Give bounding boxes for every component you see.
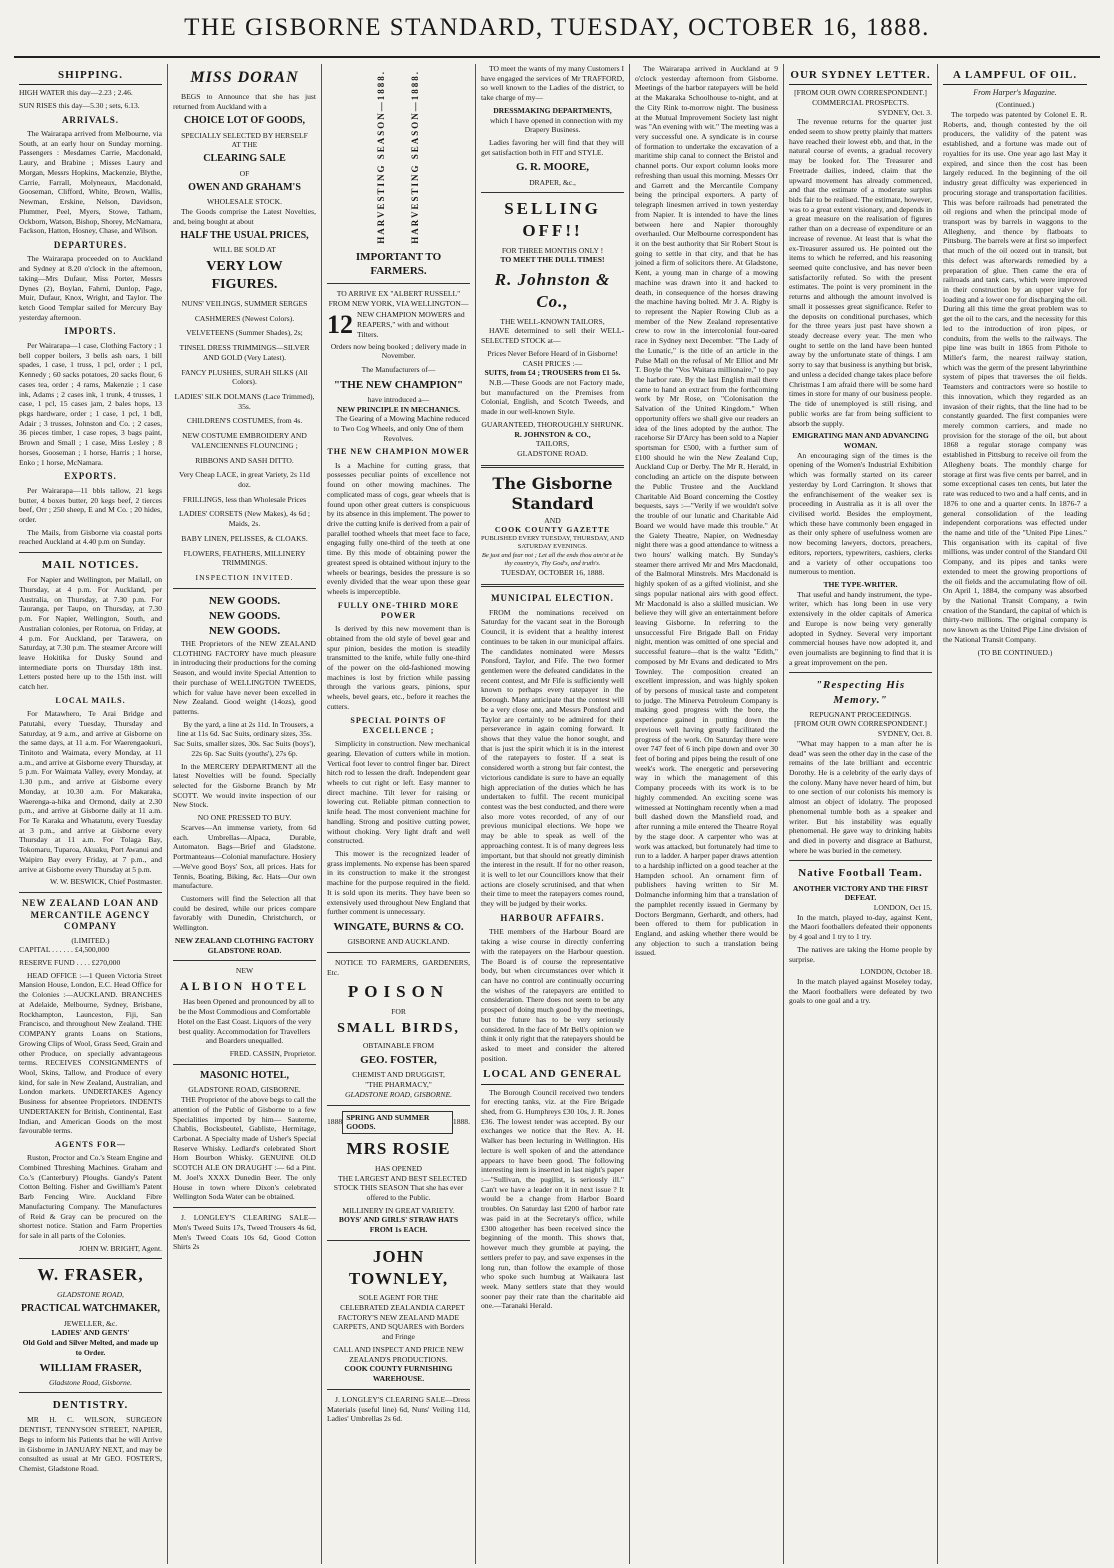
selling-sub: FOR THREE MONTHS ONLY ! (501, 245, 604, 255)
champion-heading: "THE NEW CHAMPION" (333, 378, 464, 391)
divider (327, 283, 470, 284)
football-text-1: In the match, played to-day, against Kent, the Maori footballers defeated their opponents by 4 goal and 1 try to 1 try. (789, 912, 932, 942)
divider (789, 860, 932, 861)
rosie-year-1: 1888 (327, 1117, 343, 1127)
rosie-text: THE LARGEST AND BEST SELECTED STOCK THIS SEASON That she has ever offered to the Public. (333, 1173, 467, 1202)
nzlmac-subheading: (LIMITED.) (71, 935, 110, 945)
moore-signature: G. R. MOORE, (515, 161, 590, 174)
moore-ladies: Ladies favoring her will find that they will get satisfaction both in FIT and STYLE. (481, 138, 624, 157)
doran-item: Very Cheap LACE, in great Variety, 2s 11d doz. (179, 470, 310, 489)
longley-advert: J. LONGLEY'S CLEARING SALE—Dress Materials (useful line) 6d, Nuns' Veiling 11d, Ladies' Umbrellas 2s 6d. (327, 1394, 470, 1424)
doran-item: CHILDREN'S COSTUMES, from 4s. (186, 416, 303, 426)
moore-dress: DRESSMAKING DEPARTMENTS, (493, 105, 612, 115)
column-7 (938, 64, 1092, 1564)
poison-foster: GEO. FOSTER, (360, 1054, 437, 1067)
fraser-ladies: LADIES' AND GENTS' (51, 1328, 130, 1338)
divider (173, 1207, 316, 1208)
doran-item: FANCY PLUSHES, SURAH SILKS (All Colors). (181, 367, 308, 387)
lamp-text: The torpedo was patented by Colonel E. R. Roberts, and, though contested by the oil producers, the validity of the patent was established, and a fortune was made out of royalties for its use. One year ago last May it expired, and since then the cost has been largely reduced. In the beginning of the oil industry great difficulty was experienced in procuring storage and transportation facilities. This was before railroads had penetrated the oil regions and when the principal mode of transport was by barrels in waggons to the Allegheny, and thence by flatboats to Pittsburg. The barrels were at first so imperfect that much of the oil oozed out in transit, but this defect was afterwards remedied by a preparation of glue. Then came the era of railroads and tank cars, which were improved in their construction by an upper valve for loading and a lower one for discharging the oil. During all this time the great problem was to get the oil to the cars, and the necessity for this led to the introduction of iron pipes, or conduits, from the wells to the railways. The pipe line was built in 1865 from Pithole to Miller's farm, the nearest railway station, which was the germ of the present labyrinthine system of pipes that traverses the oil fields. Teamsters and contractors were so hostile to this innovation, which they regarded as an invasion of their rights, that the line had to be constantly guarded. The first companies were merely common carriers, and made no provision for the storage of the oil, but about 1868 a regular storage company was established in Pittsburg to receive oil from the Allegheny boats. The monthly charge for storage at first was five cents per barrel, and in some exceptional cases ten cents, but later the rate was reduced to two and a half cents, and in 1876 to one and a quarter cents. In 1876-7 a general consolidation of the leading independent corporations was effected under the name and title of the "United Pipe Lines." This organisation with its capital of five millions, was under control of the Standard Oil Company, and its pipes and tanks were extended to meet the growing proportions of the oil fields and the accumulating flow of oil. On April 1, 1884, the company was absorbed by the National Transit Company, a twin creation of the Standard, the capital of which is thirty-two millions. The original company is now known as the United Pipe Line division of the National Transit Company. (943, 110, 1088, 644)
football-date-1: LONDON, Oct 15. (873, 902, 932, 912)
divider (327, 1240, 470, 1241)
doran-at: AT THE (231, 140, 258, 150)
standard-heading: The Gisborne Standard (492, 473, 613, 514)
russell-line: TO ARRIVE EX "ALBERT RUSSELL" FROM NEW YORK, VIA WELLINGTON— (328, 288, 469, 308)
arrivals-heading: ARRIVALS. (61, 114, 120, 125)
municipal-text: FROM the nominations received on Saturday for the vacant seat in the Borough Council, it is evident that a healthy interest continues to be taken in our municipal affairs. The candidates nominated were Messrs Ponsford, Taylor, and Fife. The two former gentlemen were the defeated candidates in the recent contest, and Mr Fife is sufficiently well known to perhaps every ratepayer in the Borough. Many anticipate that the contest will be a very close one, and Messrs Ponsford and Taylor are certainly to be admired for their perseverance in again coming forward. It shows that they value the honor sought, and that is just the spirit which it is in the interest of the ratepayers to foster. If a seat is considered worth a strong but fair contest, the victorious candidate is sure to have an equally high appreciation of the duties which he has undertaken to fulfil. The recent municipal contest was the best conducted, and there were also more votes recorded, of any of our previous municipal elections. We hope we may be able to speak as well of the approaching contest. It is of many degrees less important, but that should not greatly diminish the interest in the result. If for no other reason, it is well to let our Councillors know that their actions are closely scrutinised, and that when their time to meet the ratepayers comes round, they will be judged by their works. (481, 607, 624, 909)
johnston-signature: R. JOHNSTON & CO., (514, 429, 591, 439)
special-list: Simplicity in construction. New mechanical gearing. Elevation of cutters while in motion. Vertical foot lever to control finger bar. Direct hitch rod to lessen the draft. Independent gear wheels to cut right or left. Easy manner to direct machine. Tilt lever for raising or lowering cut. Reliable pitman connection to knife head. The most convenient machine for handling. Strong and positive cutting power, without choking. Very light draft and well constructed. (327, 739, 470, 846)
principle-heading: NEW PRINCIPLE IN MECHANICS. (336, 404, 461, 414)
wingate-heading: WINGATE, BURNS & CO. (333, 921, 464, 934)
agents-heading: AGENTS FOR— (55, 1139, 126, 1149)
doran-sale: CLEARING SALE (203, 153, 286, 165)
mower-note: This mower is the recognized leader of grass implements. No expense has been spared in its construction to make it the strongest machine for the purpose required in the field. It is sold upon its merits. They have been so extensively used throughout New England that further comment is unnecessary. (327, 849, 470, 917)
doran-wholesale: WHOLESALE STOCK. (207, 197, 282, 207)
agents-text: Ruston, Proctor and Co.'s Steam Engine and Combined Threshing Machines. Graham and Co.'s (Canterbury) Ploughs. Gandy's Patent Cotton Belting. Fisher and Gwilliam's Patent Barb Fencing Wire. Auckland Fibre Manufacturing Company. The Manufactures of Reid & Gray can be procured on the shortest notice. Station and Farm Properties for sale in all parts of the Colonies. (19, 1153, 162, 1240)
municipal-heading: MUNICIPAL ELECTION. (491, 593, 614, 604)
poison-birds: SMALL BIRDS, (337, 1020, 460, 1036)
poison-obtain: OBTAINABLE FROM (362, 1040, 435, 1050)
masthead (14, 0, 1100, 58)
emigrating-text: An encouraging sign of the times is the opening of the Women's Industrial Exhibition which was formally started on its career yesterday by Lord Carrington. It shows that the enfranchisement of the weaker sex is proceeding in Australia as it is all over the civilised world. Besides the employment, which these have commonly been engaged in as their only sphere of usefulness women are now becoming lawyers, doctors, preachers, editors, reporters, typewriters, cashiers, clerks and a variety of other occupations too numerous to mention. (789, 450, 932, 577)
football-text-2: The natives are taking the Home people by surprise. (789, 944, 932, 964)
champion-sub: have introduced a— (367, 394, 430, 404)
departures-heading: DEPARTURES. (53, 239, 128, 250)
newgoods-customers: Customers will find the Selection all that could be desired, while our prices compare favorably with Dunedin, Christchurch, or Wellington. (173, 893, 316, 933)
newgoods-list: By the yard, a line at 2s 11d. In Trousers, a line at 11s 6d. Sac Suits, ordinary sizes, 35s. Sac Suits, smaller sizes, 30s. Sac Suits (boys'), 22s 6p. Sac Suits (youths'), 27s 6p. (173, 719, 316, 758)
longley-advert: J. LONGLEY'S CLEARING SALE—Men's Tweed Suits 17s, Tweed Trousers 4s 6d, Men's Tweed Coats 10s 6d, Good Cotton Shirts 2s (173, 1213, 316, 1252)
sydney-letter-date: SYDNEY, Oct. 3. (877, 107, 932, 117)
football-sub: ANOTHER VICTORY AND THE FIRST DEFEAT. (792, 883, 929, 903)
doran-item: BABY LINEN, PELISSES, & CLOAKS. (181, 533, 308, 543)
fuller-text: Is derived by this new movement than is obtained from the old style of bevel gear and spur pinion, besides the motion is steadily transmitted to the knife, while fully one-third of the power on the old-fashioned mowing machines is lost by friction while passing through the various gears, pinions, spur wheels, bevel gears, etc., before it reaches the cutters. (327, 624, 470, 711)
gearing-text: The Gearing of a Mowing Machine reduced to Two Cog Wheels, and only One of them Revolves. (333, 414, 470, 443)
exports-heading: EXPORTS. (64, 471, 117, 482)
column-6 (784, 64, 938, 1564)
mail-heading: MAIL NOTICES. (41, 559, 140, 572)
doran-of: OF (239, 168, 250, 178)
doran-item: RIBBONS AND SASH DITTO. (195, 455, 294, 465)
mower-heading: THE NEW CHAMPION MOWER (327, 447, 470, 457)
standard-and: AND (544, 515, 561, 525)
divider (789, 672, 932, 673)
russell-row (327, 308, 470, 341)
sydney-letter-from: [FROM OUR OWN CORRESPONDENT.] (794, 88, 927, 98)
rosie-year-2: 1888. (452, 1117, 470, 1127)
shipping-heading: SHIPPING. (19, 68, 162, 85)
football-heading: Native Football Team. (798, 867, 923, 880)
rosie-season: SPRING AND SUMMER GOODS. (342, 1111, 453, 1134)
russell-number: 12 (327, 310, 353, 340)
fraser-trade: PRACTICAL WATCHMAKER, (20, 1302, 161, 1314)
doran-item: FLOWERS, FEATHERS, MILLINERY TRIMMINGS. (183, 548, 306, 568)
notice-farmers: NOTICE TO FARMERS, GARDENERS, Etc. (327, 957, 470, 977)
vertical-text-right: HARVESTING SEASON—1888. (409, 70, 420, 244)
dentistry-text: MR H. C. WILSON, SURGEON DENTIST, TENNYSON STREET, NAPIER, Begs to inform his Patients that he will Arrive in Gisborne in JANUARY NEXT, and may be consulted as usual at Mr GEO. FOSTER'S, Chemist, Gladstone Road. (19, 1415, 162, 1473)
masonic-address: GLADSTONE ROAD, GISBORNE. (188, 1085, 301, 1095)
lamp-heading: A LAMPFUL OF OIL. (943, 68, 1087, 85)
nzlmac-heading: NEW ZEALAND LOAN AND MERCANTILE AGENCY COMPANY (21, 898, 160, 932)
memory-sub: REPUGNANT PROCEEDINGS. (809, 709, 912, 719)
newgoods-scarves: Scarves—An immense variety, from 6d each. Umbrellas—Alpaca, Durable, Automaton. Bags—Brief and Gladstone. Portmanteaus—Colonial manufacture. Hosiery—We've good Boys' Sox, all prices. Hats for Tennis, Boating, Biking, &c. Hats—Our own manufacture. (173, 822, 316, 891)
newgoods-firm: NEW ZEALAND CLOTHING FACTORY GLADSTONE ROAD. (174, 935, 315, 955)
local-heading: LOCAL AND GENERAL (481, 1067, 624, 1084)
exports-text: Per Wairarapa—11 bbls tallow, 21 kegs butter, 4 boxes butter, 20 kegs beef, 2 tierces beef, Orr ; 250 sheep, E and M Co. ; 20 hides, order. (19, 485, 162, 525)
doran-heading: MISS DORAN (190, 69, 299, 86)
special-heading: SPECIAL POINTS OF EXCELLENCE ; (350, 715, 447, 735)
divider (327, 1105, 470, 1106)
doran-invite: INSPECTION INVITED. (195, 573, 294, 583)
divider (173, 960, 316, 961)
divider (19, 1392, 162, 1393)
divider (19, 552, 162, 553)
townley-heading: JOHN TOWNLEY, (348, 1246, 449, 1288)
sydney-letter-text: The revenue returns for the quarter just ended seem to show pretty plainly that matters have reached their lowest ebb, and that, in the natural course of events, a gradual recovery may be looked for. The Treasurer and Freetrade dailies, indeed, claim that the upward movement has already commenced, and that the estimate of a moderate surplus bids fair to be realised. The estimate, however, was to a great extent visionary, and depends in a great measure on the realisation of figures rather than on a decrease of expenditure or an increase of revenue. At least that is what the ex-Treasurer assured us. He pointed out the items to which he referred, and his reasoning seemed quite conclusive, and has never been satisfactorily refuted. So with the present estimates. The point is very prominent in the returns and although the amount involved is small it possesses great significance. Refer to the deposits on conditional purchases, which for the three years just past have shown a steady decrease every year. The men who ought to settle on the land have been hunted away by the unfortunate state of things. I am sorry to say that business is anything but brisk, and unless a decided change takes place before Christmas I am afraid there will be some hard times in store for many of our business people. The tide of unemployed is still rising, and public works are far from being sufficient to absorb the supply. (789, 117, 932, 428)
johnston-suits: SUITS, from £4 ; TROUSERS from £1 5s. (484, 368, 621, 378)
column-2 (168, 64, 322, 1564)
doran-firm: OWEN AND GRAHAM'S (188, 181, 301, 193)
standard-published: PUBLISHED EVERY TUESDAY, THURSDAY, AND SATURDAY EVENINGS. (481, 535, 624, 551)
albion-new: NEW (235, 966, 254, 976)
local-mails-heading: LOCAL MAILS. (55, 695, 126, 705)
johnston-prices: Prices Never Before Heard of in Gisborne! (487, 348, 618, 358)
selling-meet: TO MEET THE DULL TIMES! (500, 255, 605, 265)
harbour-text: THE members of the Harbour Board are taking a wise course in directly conferring with the ratepayers on the Harbour question. The Board is of course the representative body, but when circumstances over which it can have no control are continually occurring the wishes of the ratepayers are entitled to consideration. There does not seem to be any prospect of doing much good by the meetings, but the future has to be very seriously considered. In the face of Mr Bell's opinion we think it only right that the ratepayers should be asked to meet and consider the altered position. (481, 927, 624, 1063)
fraser-name: WILLIAM FRASER, (39, 1361, 142, 1374)
doran-items (173, 299, 316, 568)
tide-line: HIGH WATER this day—2.23 ; 2.46. (19, 88, 133, 98)
departures-text: The Wairarapa proceeded on to Auckland and Sydney at 8.20 o'clock in the afternoon, taking—Mrs Dufaur, Miss Porter, Messrs Dynes (2), Boylan, Fahrni, Dunlop, Page, Muir, Dufaur, Knox, Wright, and Taylor. The ketch Good Templar sailed for Mercury Bay yesterday afternoon. (19, 254, 162, 322)
exports-note: The Mails, from Gisborne via coastal ports reached Auckland at 4.40 p.m on Sunday. (19, 527, 162, 547)
townley-call: CALL AND INSPECT AND PRICE NEW ZEALAND'S PRODUCTIONS. (333, 1344, 464, 1364)
doran-item: FRILLINGS, less than Wholesale Prices (182, 494, 307, 504)
football-date-2: LONDON, October 18. (860, 967, 932, 977)
imports-text: Per Wairarapa—1 case, Clothing Factory ; 1 bell copper boilers, 3 bells ash oars, 1 bill spades, 1 case, 1 truss, 1 pcl, order ; 1 pcl, Kennedy ; 60 sacks potatoes, 20 sacks flour, 6 cases tea, order ; 4 rams, Makenzie ; 1 case ink, Adams ; 2 cases ink, 1 trunk, 4 trusses, 1 case, 1 pcl, 15 cases jam, 2 bales hops, 13 pkgs hardware, order ; 1 case, 1 pcl, 1 bdl, Adair ; 3 trusses, Johnston and Co. ; 2 cases, 36 pieces timber, 1 case ropes, 3 bags paint, Brown and Small ; 1 case, Miss Lesley ; 8 horses, Gooseman ; 1 horse, Harris ; 1 horse, Enko ; 1 horse, McNamara. (19, 341, 162, 467)
newgoods-no: NO ONE PRESSED TO BUY. (197, 813, 292, 823)
doran-selected: SPECIALLY SELECTED BY HERSELF (181, 130, 308, 140)
column-3 (322, 64, 476, 1564)
johnston-guarantee: GUARANTEED, THOROUGHLY SHRUNK. (481, 419, 624, 429)
booked-line: Orders now being booked ; delivery made in November. (330, 341, 467, 361)
memory-date: SYDNEY, Oct. 8. (877, 729, 932, 739)
doran-item: NEW COSTUME EMBROIDERY AND VALENCIENNES FLOUNCING ; (182, 431, 307, 450)
memory-text: "What may happen to a man after he is dead" was seen the other day in the case of the remains of the late brilliant and eccentric Dorothy. He is a celebrity of the early days of the colony. Many have never heard of him, but to one section of our colonists his memory is almost an object of idolatry. The proposed phenomenal tumble both as a speaker and writer. But his instability was equally phenomenal. He gave way to drinking habits and died in poverty and disgrace at Bathurst, where he was buried in the cemetery. (789, 738, 932, 855)
divider (19, 1258, 162, 1259)
divider (327, 1389, 470, 1390)
divider (173, 1064, 316, 1065)
johnston-sub: THE WELL-KNOWN TAILORS, (500, 316, 605, 326)
newgoods-3: NEW GOODS. (208, 624, 281, 637)
fraser-jeweller: JEWELLER, &c. (63, 1318, 118, 1328)
masonic-text: THE Proprietor of the above begs to call the attention of the Public of Gisborne to a few Specialities imported by him— Sauterne, Chablis, Bocksbeutel, Gabliste, Hermitage, Carbonat. A Specialty made of Usher's Special Reserve Whisky. Ledlard's celebrated Short Horn Bourbon Whisky. GENUINE OLD SCOTCH ALE ON DRAUGHT :— 6d a Pint. M. Joel's XXXX Dunedin Beer. The only House in town where Dixon's celebrated Wellington Soda Water can be obtained. (173, 1095, 316, 1202)
lamp-continued: (Continued.) (995, 100, 1035, 110)
harvesting-banner (327, 70, 470, 244)
doran-item: LADIES' CORSETS (New Makes), 4s 6d ; Maids, 2s. (178, 509, 311, 529)
doran-item: VELVETEENS (Summer Shades), 2s; (186, 328, 303, 338)
johnston-text: HAVE determined to sell their WELL-SELECTED STOCK at— (481, 326, 624, 346)
nzlmac-reserve: RESERVE FUND . . . . £270,000 (19, 958, 121, 968)
memory-from: [FROM OUR OWN CORRESPONDENT.] (794, 719, 927, 729)
standard-sub: COOK COUNTY GAZETTE (494, 525, 611, 535)
rosie-heading: MRS ROSIE (346, 1139, 451, 1159)
harbour-heading: HARBOUR AFFAIRS. (500, 912, 605, 923)
johnston-address: GLADSTONE ROAD. (517, 449, 588, 459)
albion-signature: FRED. CASSIN, Proprietor. (229, 1048, 316, 1058)
divider (481, 584, 624, 587)
newgoods-1: NEW GOODS. (208, 594, 281, 607)
rosie-season-row (327, 1111, 470, 1134)
doran-item: TINSEL DRESS TRIMMINGS—SILVER AND GOLD (Very Latest). (179, 343, 310, 362)
memory-heading: "Respecting His Memory." (815, 679, 906, 706)
doran-low: VERY LOW FIGURES. (206, 259, 283, 293)
newgoods-text: THE Proprietors of the NEW ZEALAND CLOTHING FACTORY have much pleasure in introducing their productions for the coming Season, and would invite Special Attention to their purchase of WELLINGTON TWEEDS, which for value have never been excelled in New Zealand. Good weight (14ozs), good patterns. (173, 638, 316, 717)
doran-item: LADIES' SILK DOLMANS (Lace Trimmed), 35s. (174, 391, 315, 411)
farmers-heading: IMPORTANT TO FARMERS. (355, 250, 442, 277)
fraser-address-2: Gladstone Road, Gisborne. (48, 1377, 133, 1387)
rosie-hats: BOYS' AND GIRLS' STRAW HATS FROM 1s EACH. (338, 1215, 459, 1235)
standard-date: TUESDAY, OCTOBER 16, 1888. (500, 568, 605, 578)
column-5 (630, 64, 784, 1564)
local-news-text: The Wairarapa arrived in Auckland at 9 o'clock yesterday afternoon from Gisborne. Meetings of the harbor ratepayers will be held at the Makaraka Schoolhouse to-night, and at the City Rink to-morrow night. The business at the Mutual Improvement Society last night was "An evening with wit." The meeting was a very successful one. A syndicate is in course of formation to undertake the excavation of a maritime ship canal to connect the Bristol and channel ports. Our export column looks more refreshing than usual this morning. Messrs Orr and Garrett and the Mercantile Company being the principal exporters. A party of telegraph linesmen arrived in town yesterday from Napier. It is intended to have the lines between here and Napier thoroughly overhauled. Our Melbourne correspondent has it on the best authority that Sir Robert Stout is going to settle in that city, and that he has joined a firm of solicitors there. At Gladstone, Kent, a young man in charge of a mowing machine was drawn into it and hacked to death, in consequence of the horses drawing the machine having bolted. Mr J. A. Rigby is to represent the Napier Rowing Club as a member of the New Zealand representative crew to row in the intercolonial four-oared race in Sydney next December. "The Lady of the Lunatic," is the title of an article in the Pulse Mall on the refusal of Mr Elliot and Mr T. Boyle the "Vos Waitara millionaire," to pay the harbor rate. By the last English mail there came to hand an extract from the forthcoming work by Mr Rose, on "Colonisation the Salvation of the United Kingdom." When opportunity offers we shall give our readers an idea of the lines adopted by the author. The racehorse Sir D'Arcy has been sold to a Napier sportsman for £500, with a further sum of £100 should he win the New Zealand Cup, Auckland Cup or Derby. The Mr R. Herald, in concluding an article on the dispute between the Public Trustee and the Auckland Charitable Aid Board concerning the Costley bequests, says :—"Verily if we wouldn't solve the trouble of our lunatic and Charitable Aid Board we would have made this trouble." At the Gaiety Theatre, Napier, on Wednesday night there was a good attendance to witness a two hours' walking match. By Sunday's steamer there arrived Mr and Mrs Macdonald, of the Balmoral Minstrels. Mrs Macdonald is highly spoken of as a gifted violinist, and she sings popular national airs with good effect. Mr Macdonald is also a skilled musician. We believe they will give an entertainment before leaving Gisborne. In referring to the unsuccessful Fire Brigade Ball on Friday night, mention was omitted of one special and successful feature—that is the waltz "Edith," composed by Mr Evans and dedicated to Mrs Townley. The composition created an excellent impression, and was highly spoken of by persons of musical taste and competent to judge. The Minerva Petroleum Company is making good progress with the bore, the experience gained in putting down the previous well having greatly facilitated the progress of the work. On Saturday there were over 747 feet of 6 inch pipe down and over 30 feet of boring and pipes being the result of one week's work. The energetic and persevering way in which the management of this Company proceeds with its work is to be highly commended. An exciting scene was witnessed at Nottingham recently when a mad bull dashed down the Mansfield road, and after running a mile entered the Theatre Royal by the stage door. A carpenter who was at work was attacked, but fortunately had time to run to a ladder. A harper paper draws attention to a hardship inflicted on a good teacher at the Hampden school. An ornament firm of publishers having written to Sir M. Dolmanche informing him that a translation of the pamphlet recently issued in Germany by Doctors Bergmann, Gerhardt, and others, had been offered to them for publication in England, and asking whether there would be any objection to such a translation being issued. (635, 64, 778, 958)
townley-text: CELEBRATED ZEALANDIA CARPET FACTORY'S NEW ZEALAND MADE CARPETS, AND SQUARES with Borders and Fringe (332, 1303, 465, 1342)
doran-intro: BEGS to Announce that she has just returned from Auckland with a (173, 92, 316, 112)
townley-cook: COOK COUNTY FURNISHING WAREHOUSE. (344, 1364, 453, 1384)
lamp-end: (TO BE CONTINUED.) (977, 647, 1053, 657)
local-text: The Borough Council received two tenders for erecting tanks, viz. at the Fire Brigade shed, from G. Humphreys £30 10s, J. R. Jones £36. The lowest tender was accepted. By our exchanges we notice that the Rev. A. H. Walker has been lecturing in Wellington. His lecture is well spoken of and the attendance appears to have been good. The following interesting item is inserted in last night's paper :—"Sullivan, the pugilist, is seriously ill." Can't we have a leader on it in next issue ? It would be a change from Harbor Board troubles. On Saturday last £200 of harbor rate was paid in at the Secretary's office, while £300 altogether has been received since the beginning of the month. This shows that, however much they grumble at paying, the settlers prefer to pay, and save expenses in the long run, than follow the example of those who spoke such humbug at Waikaura last week. Many settlers state that they would sooner pay their rate than the charitable aid one.—Taranaki Herald. (481, 1087, 624, 1311)
johnston-tailors: TAILORS, (535, 439, 570, 449)
moore-which: which I have opened in connection with my Drapery Business. (489, 115, 624, 135)
sydney-letter-heading: OUR SYDNEY LETTER. (789, 68, 932, 85)
masonic-heading: MASONIC HOTEL, (200, 1069, 289, 1081)
doran-half: HALF THE USUAL PRICES, (180, 229, 309, 241)
agents-signature: JOHN W. BRIGHT, Agent. (79, 1243, 162, 1253)
poison-for: FOR (391, 1007, 406, 1017)
poison-chemist: CHEMIST AND DRUGGIST, (352, 1070, 445, 1080)
doran-item: NUNS' VEILINGS, SUMMER SERGES (181, 298, 308, 308)
fraser-watches: Old Gold and Silver Melted, and made up to Order. (22, 1338, 159, 1357)
vertical-text-left: HARVESTING SEASON—1888. (375, 70, 386, 244)
divider (173, 588, 316, 589)
manufacturers-intro: The Manufacturers of— (361, 365, 436, 375)
mail-text: For Napier and Wellington, per Mailall, on Thursday, at 4 p.m. For Auckland, per Australia, on Thursday, at 7.30 p.m. For Tauranga, per Taupo, on Thursday, at 7.30 p.m. For Napier, Wellington, South, and Australian colonies, per Rotorua, on Friday, at 4 p.m. For Auckland, per Tarawera, on Saturday, at 7.30 p.m. The steamer Arcore will leave Hokitika for Dusky Sound and intermediate ports on Thursday 18th inst. Letters posted here up to the 15th inst. will catch her. (19, 575, 162, 692)
moore-draper: DRAPER, &c., (529, 177, 576, 187)
poison-pharmacy: "THE PHARMACY," (365, 1080, 432, 1090)
emigrating-heading: EMIGRATING MAN AND ADVANCING WOMAN. (792, 431, 929, 450)
mail-signature: W. W. BESWICK, Chief Postmaster. (50, 877, 162, 887)
albion-heading: ALBION HOTEL (179, 978, 310, 993)
doran-goods: The Goods comprise the Latest Novelties, and, being bought at about (173, 207, 316, 226)
masthead-title: THE GISBORNE STANDARD, TUESDAY, OCTOBER 16, 1888. (184, 14, 930, 41)
moore-text: TO meet the wants of my many Customers I have engaged the services of Mr TRAFFORD, so well known to the Ladies of the district, to take charge of my— (481, 64, 624, 103)
townley-sole: SOLE AGENT FOR THE (358, 1293, 439, 1303)
sydney-letter-sub: COMMERCIAL PROSPECTS. (812, 97, 909, 107)
column-4 (476, 64, 630, 1564)
wingate-sub: GISBORNE AND AUCKLAND. (347, 937, 450, 947)
newgoods-mercery: In the MERCERY DEPARTMENT all the latest Novelties will be found. Specially selected for the Gisborne Branch by Mr SCOTT. We would invite inspection of our New Stock. (173, 761, 316, 810)
lamp-source: From Harper's Magazine. (973, 88, 1057, 98)
fraser-heading: W. FRASER, (37, 1265, 144, 1285)
poison-heading: POISON (347, 982, 450, 1002)
typewriter-heading: THE TYPE-WRITER. (823, 580, 898, 590)
johnston-cash: CASH PRICES :— (522, 358, 583, 368)
divider (481, 465, 624, 468)
fuller-heading: FULLY ONE-THIRD MORE POWER (337, 600, 460, 620)
poison-address: GLADSTONE ROAD, GISBORNE. (344, 1089, 452, 1099)
divider (481, 192, 624, 193)
standard-motto: Be just and fear not ; Let all the ends thou aim'st at be thy country's, Thy God's, and truth's. (481, 551, 624, 568)
albion-text: Has been Opened and pronounced by all to be the Most Commodious and Comfortable Hotel on the East Coast. Liquors of the very best quality. Accommodation for Travellers and Boarders unequalled. (177, 997, 314, 1046)
doran-item: CASHMERES (Newest Colors). (194, 313, 295, 323)
columns (14, 64, 1100, 1564)
doran-will: WILL BE SOLD AT (213, 245, 276, 255)
sun-line: SUN RISES this day—5.30 ; sets, 6.13. (19, 100, 140, 110)
arrivals-text: The Wairarapa arrived from Melbourne, via South, at an early hour on Sunday morning. Passengers : Mesdames Carrie, Macdonald, Laury, and Brabine ; Misses Laury and Morgan, Messrs Hopkins, Mackenzie, Blythe, Carrie, Farrall, Molyneaux, Macdonald, Gooseman, Clifford, White, Brown, Wallis, Newman, Erskine, Nelson, Davidson, Plummer, Peel, Myers, Stowe, Tatham, Ockborn, Watson, Bishop, Shorey, McNamara, Fackson, Hatton, Hosney, Chase, and Wilson. (19, 129, 162, 236)
divider (327, 952, 470, 953)
column-1 (14, 64, 168, 1564)
divider (19, 892, 162, 893)
selling-heading: SELLING OFF!! (504, 199, 601, 241)
fraser-address: GLADSTONE ROAD, (57, 1290, 124, 1300)
nzlmac-text: HEAD OFFICE :—1 Queen Victoria Street Mansion House, London, E.C. Head Office for the Colonies :—AUCKLAND. BRANCHES at Adelaide, Melbourne, Sydney, Brisbane, Rockhampton, Launceston, Fiji, San Francisco, and throughout New Zealand. THE COMPANY grants Loans on Stations, Growing Clips of Wool, Grass Seed, Grain and other Produce, on specially advantageous terms. RECEIVES CONSIGNMENTS of Wool, Skins, Tallow, and Produce of every kind, for sale in New Zealand, Australian, and London markets. UNDERTAKES Agency Business for absentee Proprietors. INDENTS UNDERTAKEN for British, Continental, East Indian, and American Goods on the most favourable terms. (19, 970, 162, 1136)
newgoods-2: NEW GOODS. (208, 609, 281, 622)
russell-text: NEW CHAMPION MOWERS and REAPERS," with and without Tilters. (357, 310, 465, 339)
johnston-heading: R. Johnston & Co., (494, 270, 611, 311)
local-mails-text: For Matawhero, Te Arai Bridge and Patutahi, every Tuesday, Thursday and Saturday, at 9 a.m., and arrive at Gisborne on the same days, at 11 a.m. For Waerengaokuri, Tinitoto and Waimata, every Monday, at 11 a.m., and arrive at Gisborne every Thursday, at 5 p.m. For Waimata Valley, every Monday, at 1.30 p.m., and arrive at Gisborne every Monday, at 10.30 a.m. For Makaraka, Waerenga-a-hika and Ormond, daily at 2.30 p.m., and arrive at Gisborne daily at 11 a.m. For Te Karaka and Whatatutu, every Tuesday at 3 p.m., and arrive at Gisborne every Thursday at 11 a.m. For Tolaga Bay, Tokomaru, Tuparoa, Akuaku, Port Awanui and Waipiro Bay every Friday, at 7 p.m., and arrive at Gisborne every Thursday at 5 p.m. (19, 709, 162, 874)
imports-heading: IMPORTS. (64, 326, 117, 337)
johnston-nb: N.B.—These Goods are not Factory made, but manufactured on the Premises from Colonial, English, and Scotch Tweeds, and made in our well-known Style. (481, 378, 624, 417)
rosie-has: HAS OPENED (374, 1163, 423, 1173)
mower-text: Is a Machine for cutting grass, that possesses peculiar points of excellence not found on other mowing machines. The complicated mass of cogs, gear wheels that is found upon other great cutters is conspicuous by its absence in this implement. The power to drive the cutting knife is derived from a pair of parallel toothed wheels that meet face to face, engaging fully one-third of the teeth at one time. By this mode of obtaining power the greatest speed is obtained without injury to the wheels or bearings, besides the pressure is so evenly divided that the wear upon these gear wheels is imperceptible. (327, 460, 470, 596)
nzlmac-capital: CAPITAL . . . . . . £4,500,000 (19, 945, 110, 955)
dentistry-heading: DENTISTRY. (52, 1399, 129, 1412)
typewriter-text: That useful and handy instrument, the type-writer, which has long been in use very extensively in the older capitals of America and Europe is now being very generally adopted in Sydney. Several very important commercial houses have now adopted it, and even journalists are beginning to find that it is a great improvement on the pen. (789, 589, 932, 667)
football-text-3: In the match played against Moseley today, the Maori footballers were defeated by two goals to one goal and a try. (789, 976, 932, 1006)
rosie-millinery: MILLINERY IN GREAT VARIETY. (342, 1205, 455, 1215)
doran-choice: CHOICE LOT OF GOODS, (183, 114, 306, 126)
